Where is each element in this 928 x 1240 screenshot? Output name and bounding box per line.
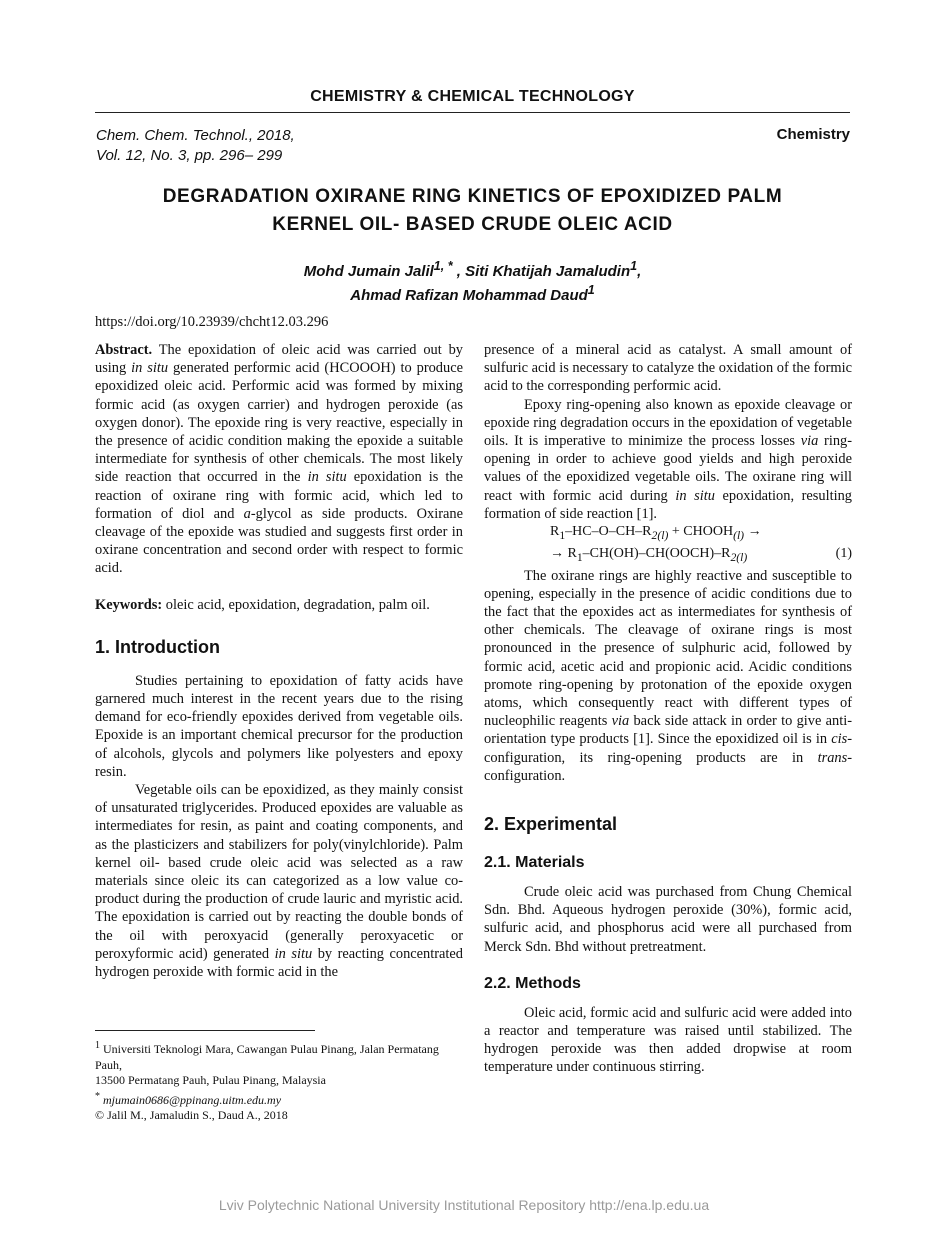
equation-number: (1) bbox=[835, 545, 852, 561]
eq-l1-d: → bbox=[744, 524, 762, 540]
section-label: Chemistry bbox=[776, 126, 850, 143]
footnote-1-marker: 1 bbox=[95, 1040, 100, 1051]
author-3-affiliation: 1 bbox=[587, 283, 595, 297]
eq-l1-sub-1: 1 bbox=[559, 528, 566, 542]
authors-line-2 bbox=[95, 281, 850, 305]
equation-line-2 bbox=[550, 545, 852, 567]
eq-l2-a: → R bbox=[550, 545, 577, 561]
eq-l2-sub-1: 1 bbox=[576, 550, 583, 564]
keywords-label: Keywords: bbox=[95, 596, 163, 613]
intro-paragraph-1: Studies pertaining to epoxidation of fatty acids have garnered much interest in the recent years due to the rising demand for eco-friendly epoxides derived from vegetable oils. Epoxide is an important chemical precursor for the production of alcohols, glycols and polymers like polyesters and epoxy resin. bbox=[95, 672, 463, 780]
title-line-2: KERNEL OIL- BASED CRUDE OLEIC ACID bbox=[272, 214, 673, 235]
eq-l1-c: + CHOOH bbox=[668, 524, 734, 540]
right-column bbox=[484, 341, 852, 1077]
intro-paragraph-2 bbox=[95, 781, 463, 981]
abstract bbox=[95, 341, 463, 578]
eq-l1-b: –HC–O–CH–R bbox=[565, 524, 652, 540]
author-2-affiliation: 1 bbox=[630, 259, 638, 273]
abstract-label: Abstract. bbox=[95, 342, 153, 358]
intro-p5-text-b: back side attack in order to give anti-orientation type products [1]. Since the epoxidized oil is in bbox=[484, 713, 852, 748]
citation bbox=[96, 126, 295, 166]
keywords-text: oleic acid, epoxidation, degradation, palm oil. bbox=[162, 596, 430, 613]
author-1: Mohd Jumain Jalil bbox=[303, 263, 434, 280]
footnote-address: 13500 Permatang Pauh, Pulau Pinang, Malaysia bbox=[95, 1073, 326, 1087]
eq-l2-b: –CH(OH)–CH(OOCH)–R bbox=[582, 545, 731, 561]
abstract-text-1: The epoxidation of oleic acid was carried out by using bbox=[95, 342, 463, 377]
methods-paragraph: Oleic acid, formic acid and sulfuric acid were added into a reactor and temperature was raised until stabilized. The hydrogen peroxide was then added dropwise at room temperature under continuous stirring. bbox=[484, 1004, 852, 1076]
intro-p5-italic-1: via bbox=[611, 713, 630, 730]
intro-p4-text-c: epoxidation, resulting formation of side reaction [1]. bbox=[484, 487, 852, 522]
journal-header: CHEMISTRY & CHEMICAL TECHNOLOGY bbox=[95, 88, 850, 113]
abstract-italic-2: in situ bbox=[307, 469, 347, 486]
footnotes bbox=[95, 1038, 465, 1124]
author-2: Siti Khatijah Jamaludin bbox=[465, 263, 631, 280]
eq-l1-a: R bbox=[550, 524, 560, 540]
abstract-text-2: generated performic acid (HCOOOH) to produce epoxidized oleic acid. Performic acid was formed by mixing formic acid (as oxygen carrier) and hydrogen peroxide (as oxygen donor). The epoxide ring is very reactive, especially in the presence of acidic condition making the epoxide a suitable intermediate for synthesis of other chemicals. The most likely side reaction that occurred in the bbox=[95, 360, 463, 486]
abstract-italic-3: a bbox=[243, 505, 251, 522]
methods-heading: 2.2. Methods bbox=[484, 974, 581, 992]
author-list bbox=[95, 257, 850, 305]
doi-link[interactable]: https://doi.org/10.23939/chcht12.03.296 bbox=[95, 314, 329, 330]
footnote-email bbox=[95, 1089, 465, 1109]
intro-paragraph-5 bbox=[484, 567, 852, 785]
eq-l2-sub-2: 2(l) bbox=[730, 550, 748, 564]
intro-p4-italic-2: in situ bbox=[675, 487, 715, 504]
abstract-italic-1: in situ bbox=[131, 360, 169, 377]
materials-heading: 2.1. Materials bbox=[484, 854, 585, 872]
footnote-divider bbox=[95, 1030, 315, 1031]
intro-p4-text-a: Epoxy ring-opening also known as epoxide cleavage or epoxide ring degradation occurs in the epoxidation of vegetable oils. It is imperative to minimize the process losses bbox=[484, 396, 852, 450]
intro-p5-text-d: -configuration. bbox=[484, 749, 852, 784]
title-line-1: DEGRADATION OXIRANE RING KINETICS OF EPOXIDIZED PALM bbox=[162, 186, 783, 207]
author-3: Ahmad Rafizan Mohammad Daud bbox=[350, 287, 588, 304]
intro-p5-text-c: -configuration, its ring-opening products are in bbox=[484, 731, 852, 766]
abstract-text-3: epoxidation is the reaction of oxirane ring with formic acid, which led to formation of diol and bbox=[95, 469, 463, 522]
intro-p5-italic-3: trans bbox=[817, 749, 848, 766]
eq-l1-sub-3: (l) bbox=[733, 528, 745, 542]
eq-l1-sub-2: 2(l) bbox=[651, 528, 669, 542]
footnote-email-text[interactable]: mjumain0686@ppinang.uitm.edu.my bbox=[100, 1092, 282, 1107]
intro-p2-italic: in situ bbox=[274, 945, 313, 962]
intro-p5-italic-2: cis bbox=[831, 731, 848, 748]
equation-1 bbox=[484, 523, 852, 567]
keywords bbox=[95, 596, 463, 614]
repository-footer: Lviv Polytechnic National University Institutional Repository http://ena.lp.edu.ua bbox=[218, 1197, 710, 1213]
footnote-email-marker: * bbox=[95, 1090, 100, 1102]
paper-title bbox=[95, 183, 850, 239]
intro-p4-italic-1: via bbox=[800, 433, 819, 450]
intro-p2-text-a: Vegetable oils can be epoxidized, as they mainly consist of unsaturated triglycerides. Produced epoxides are valuable as intermediates for resin, as paint and coating components, and as the plasticizers and stabilizers for poly(vinylchloride). Palm kernel oil- based crude oleic acid was selected as a raw materials since oleic its can categorized as a low value co-product during the production of crude lauric and myristic acid. The epoxidation is carried out by reacting the double bonds of the oil with peroxyacid (generally peroxyacetic or peroxyformic acid) generated bbox=[95, 782, 463, 962]
abstract-text-4: -glycol as side products. Oxirane cleavage of the epoxide was studied and suggests first order in oxirane concentration and second order with respect to formic acid. bbox=[95, 505, 464, 577]
materials-paragraph: Crude oleic acid was purchased from Chung Chemical Sdn. Bhd. Aqueous hydrogen peroxide (30%), formic acid, sulfuric acid, and phosphorus acid were all purchased from Merck Sdn. Bhd without pretreatment. bbox=[484, 884, 852, 955]
author-1-affiliation: 1, * bbox=[433, 259, 453, 273]
intro-p4-text-b: ring-opening in order to achieve good yields and high peroxide values of the epoxidized vegetable oils. The oxirane ring will react with formic acid during bbox=[484, 433, 852, 504]
equation-line-1 bbox=[550, 523, 852, 545]
intro-p5-text-a: The oxirane rings are highly reactive and susceptible to opening, especially in the presence of acidic conditions due to the fact that the epoxides act as intermediates for synthesis of other chemicals. The cleavage of oxirane rings is most pronounced in the presence of sulphuric acid, followed by formic acid, acetic acid and propionic acid. Acidic conditions promote ring-opening by protonation of the epoxide oxygen atoms, which consequently react with different types of nucleophilic reagents bbox=[484, 567, 852, 730]
footnote-copyright: © Jalil M., Jamaludin S., Daud A., 2018 bbox=[95, 1108, 288, 1122]
intro-paragraph-3: presence of a mineral acid as catalyst. A small amount of sulfuric acid is necessary to catalyze the oxidation of the formic acid to the corresponding performic acid. bbox=[484, 342, 852, 395]
introduction-heading: 1. Introduction bbox=[95, 636, 220, 657]
intro-paragraph-4 bbox=[484, 396, 852, 523]
footnote-affiliation bbox=[95, 1038, 465, 1073]
citation-line-2: Vol. 12, No. 3, pp. 296– 299 bbox=[96, 147, 283, 164]
left-column bbox=[95, 341, 463, 981]
intro-p2-text-b: by reacting concentrated hydrogen peroxide with formic acid in the bbox=[95, 945, 463, 981]
authors-line-1: Mohd Jumain Jalil$^{1, *}$ , Siti Khatijah Jamaludin$^1$, bbox=[303, 259, 642, 280]
experimental-heading: 2. Experimental bbox=[484, 814, 618, 835]
citation-line-1: Chem. Chem. Technol., 2018, bbox=[96, 127, 295, 144]
footnote-1-text: Universiti Teknologi Mara, Cawangan Pulau Pinang, Jalan Permatang Pauh, bbox=[95, 1042, 439, 1072]
